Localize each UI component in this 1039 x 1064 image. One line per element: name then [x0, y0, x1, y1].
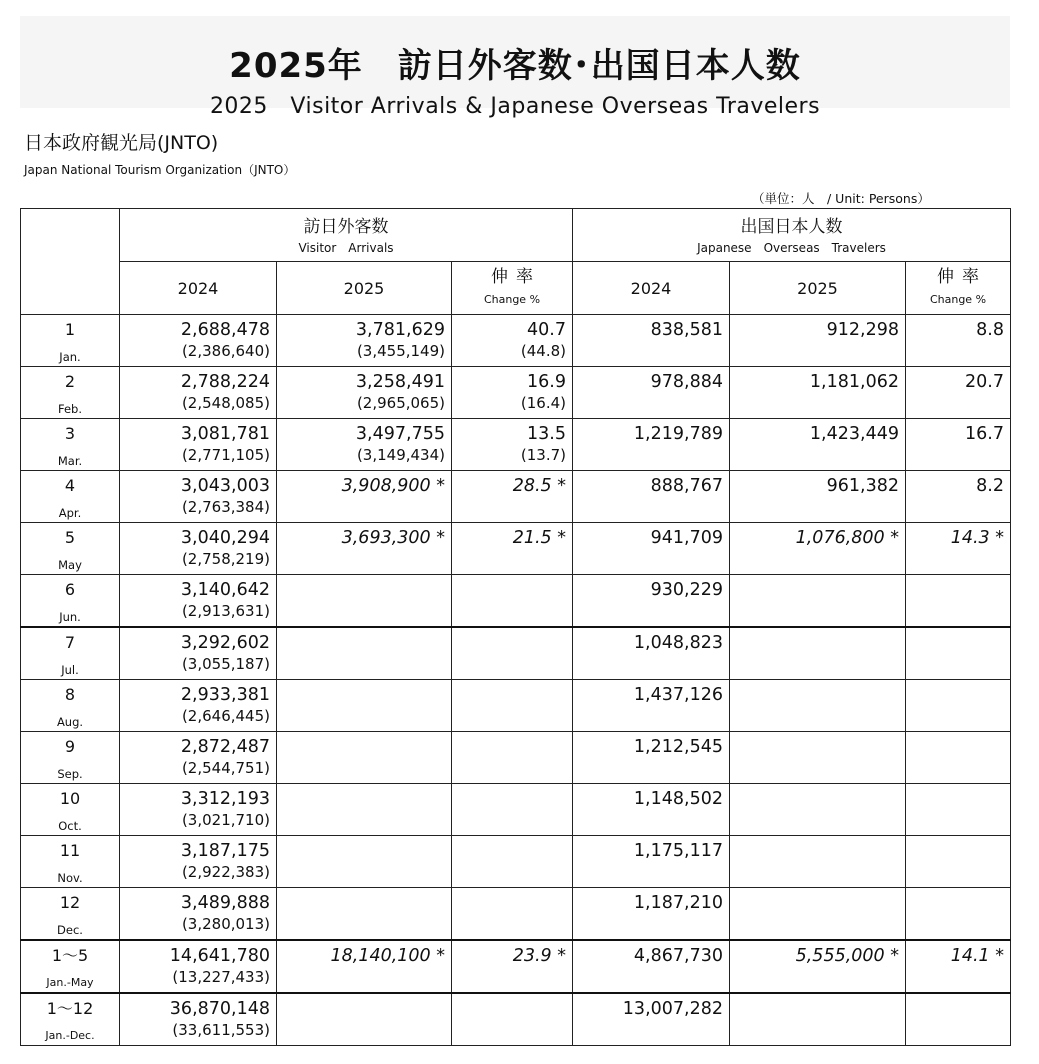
visitor-2024-cell — [120, 575, 277, 628]
overseas-change-cell — [906, 471, 1011, 523]
visitor-2024-cell-value: 3,040,294 — [180, 528, 270, 548]
visitor-2024-cell-previous-year: (3,055,187) — [181, 655, 270, 673]
overseas-2024-cell — [573, 888, 730, 941]
visitor-2025-cell — [277, 575, 452, 628]
visitor-2024-cell — [120, 367, 277, 419]
overseas-2024-cell — [573, 575, 730, 628]
visitor-2025-cell — [277, 680, 452, 732]
visitor-2024-cell — [120, 680, 277, 732]
overseas-2024-cell — [573, 836, 730, 888]
visitor-2024-cell-previous-year: (3,021,710) — [181, 811, 270, 829]
visitor-change-header-ja: 伸率 — [491, 267, 541, 287]
overseas-2024-cell-value: 1,219,789 — [633, 424, 723, 444]
overseas-2024-cell-value: 941,709 — [650, 528, 723, 548]
visitor-arrivals-header-ja: 訪日外客数 — [303, 217, 389, 237]
month-number: 3 — [64, 424, 76, 443]
overseas-change-header-en: Change % — [929, 293, 987, 306]
overseas-change-cell — [906, 419, 1011, 471]
month-cell — [21, 888, 120, 941]
visitor-2024-cell-previous-year: (2,771,105) — [181, 446, 270, 464]
visitor-arrivals-header — [120, 209, 573, 262]
month-cell — [21, 993, 120, 1046]
overseas-travelers-header-ja: 出国日本人数 — [740, 217, 843, 237]
visitor-2024-cell-previous-year: (2,913,631) — [181, 602, 270, 620]
overseas-2024-cell-value: 838,581 — [650, 320, 723, 340]
visitor-2025-cell — [277, 993, 452, 1046]
overseas-change-cell — [906, 836, 1011, 888]
overseas-change-cell-value: 20.7 — [965, 372, 1004, 392]
overseas-change-cell-value: 8.2 — [976, 476, 1004, 496]
visitor-2024-cell-previous-year: (3,280,013) — [181, 915, 270, 933]
overseas-change-cell — [906, 680, 1011, 732]
overseas-2025-cell — [730, 888, 906, 941]
overseas-change-header — [906, 262, 1011, 315]
overseas-2025-cell — [730, 940, 906, 993]
month-number: 1 — [64, 320, 76, 339]
visitor-2025-cell-value: 3,693,300 * — [341, 528, 445, 548]
overseas-change-cell — [906, 523, 1011, 575]
organization-name-ja: 日本政府観光局(JNTO) — [24, 132, 219, 154]
visitor-2024-cell-value: 2,933,381 — [180, 685, 270, 705]
visitor-2024-cell — [120, 993, 277, 1046]
visitor-2024-cell-value: 3,081,781 — [180, 424, 270, 444]
month-number: 5 — [64, 528, 76, 547]
visitor-change-cell-value: 16.9 — [527, 372, 566, 392]
month-number: 10 — [59, 789, 81, 808]
month-cell — [21, 315, 120, 367]
visitor-2024-cell-value: 2,872,487 — [180, 737, 270, 757]
overseas-change-cell-value: 16.7 — [965, 424, 1004, 444]
month-cell — [21, 784, 120, 836]
month-label: Aug. — [56, 715, 84, 729]
visitor-2024-cell-value: 3,043,003 — [180, 476, 270, 496]
month-label: Feb. — [57, 402, 83, 416]
overseas-2025-cell-value: 961,382 — [826, 476, 899, 496]
overseas-2024-cell-value: 1,175,117 — [633, 841, 723, 861]
visitor-change-cell-value: 23.9 * — [512, 946, 566, 966]
overseas-2025-cell — [730, 993, 906, 1046]
month-cell — [21, 940, 120, 993]
visitor-2024-cell — [120, 419, 277, 471]
visitor-2025-cell-value: 3,497,755 — [355, 424, 445, 444]
overseas-2024-cell — [573, 627, 730, 680]
month-number: 9 — [64, 737, 76, 756]
overseas-2025-cell — [730, 315, 906, 367]
overseas-2025-cell-value: 5,555,000 * — [795, 946, 899, 966]
visitor-2025-cell — [277, 419, 452, 471]
visitor-2024-cell-value: 14,641,780 — [169, 946, 270, 966]
visitor-2024-cell-value: 3,312,193 — [180, 789, 270, 809]
table-row — [21, 732, 1011, 784]
overseas-2024-cell-value: 13,007,282 — [622, 999, 723, 1019]
overseas-2024-cell-value: 1,187,210 — [633, 893, 723, 913]
visitor-change-cell — [452, 888, 573, 941]
month-label: Sep. — [57, 767, 83, 781]
page-subtitle: 2025 Visitor Arrivals & Japanese Overseas Travelers — [209, 94, 821, 119]
visitor-2025-cell-value: 18,140,100 * — [330, 946, 445, 966]
table-row — [21, 471, 1011, 523]
month-label: Jun. — [59, 610, 81, 624]
overseas-change-cell — [906, 732, 1011, 784]
organization-name-en: Japan National Tourism Organization（JNTO） — [24, 163, 296, 177]
visitor-2025-header: 2025 — [277, 262, 452, 315]
overseas-2024-cell — [573, 367, 730, 419]
overseas-2025-cell-value: 1,423,449 — [809, 424, 899, 444]
visitor-2024-cell-previous-year: (33,611,553) — [172, 1021, 270, 1039]
overseas-2024-cell — [573, 680, 730, 732]
visitor-2025-cell — [277, 784, 452, 836]
visitor-2024-cell-value: 3,140,642 — [180, 580, 270, 600]
overseas-change-cell — [906, 888, 1011, 941]
visitor-change-cell — [452, 680, 573, 732]
visitor-2024-cell-previous-year: (2,763,384) — [181, 498, 270, 516]
visitor-2024-cell — [120, 523, 277, 575]
month-number: 8 — [64, 685, 76, 704]
overseas-2025-header: 2025 — [730, 262, 906, 315]
overseas-2024-cell — [573, 784, 730, 836]
visitor-2025-cell-previous-year: (3,455,149) — [356, 342, 445, 360]
overseas-2024-cell-value: 930,229 — [650, 580, 723, 600]
overseas-2024-cell — [573, 471, 730, 523]
month-label: Jan. — [59, 350, 81, 364]
month-label: Oct. — [58, 819, 82, 833]
visitor-2024-cell — [120, 940, 277, 993]
visitor-change-cell — [452, 993, 573, 1046]
visitor-2024-cell — [120, 315, 277, 367]
table-row — [21, 367, 1011, 419]
visitor-2025-cell — [277, 627, 452, 680]
visitor-2024-cell-previous-year: (2,758,219) — [181, 550, 270, 568]
month-cell — [21, 523, 120, 575]
visitor-2024-cell-value: 3,489,888 — [180, 893, 270, 913]
visitor-2025-cell — [277, 523, 452, 575]
visitor-2025-cell-previous-year: (3,149,434) — [356, 446, 445, 464]
table-row — [21, 419, 1011, 471]
overseas-2025-cell — [730, 680, 906, 732]
visitor-2024-cell — [120, 627, 277, 680]
visitor-2024-cell-previous-year: (2,922,383) — [181, 863, 270, 881]
visitor-arrivals-header-en: Visitor Arrivals — [298, 241, 394, 255]
visitor-change-cell — [452, 732, 573, 784]
visitor-2024-cell-previous-year: (2,646,445) — [181, 707, 270, 725]
overseas-2024-cell — [573, 993, 730, 1046]
visitor-change-cell — [452, 523, 573, 575]
visitor-2024-cell — [120, 732, 277, 784]
month-label: Apr. — [58, 506, 82, 520]
overseas-travelers-header — [573, 209, 1011, 262]
visitor-change-cell — [452, 471, 573, 523]
table-row — [21, 575, 1011, 628]
visitor-change-cell-previous-year: (16.4) — [520, 394, 566, 412]
table-row — [21, 784, 1011, 836]
overseas-change-cell — [906, 367, 1011, 419]
month-cell — [21, 367, 120, 419]
visitor-2024-cell — [120, 888, 277, 941]
visitor-change-cell — [452, 575, 573, 628]
overseas-2025-cell — [730, 784, 906, 836]
overseas-2024-cell-value: 1,148,502 — [633, 789, 723, 809]
month-cell — [21, 419, 120, 471]
visitor-2024-cell-previous-year: (13,227,433) — [172, 968, 270, 986]
table-row — [21, 888, 1011, 941]
overseas-2024-cell-value: 4,867,730 — [633, 946, 723, 966]
month-number: 2 — [64, 372, 76, 391]
visitor-change-cell — [452, 627, 573, 680]
month-cell — [21, 680, 120, 732]
visitor-2025-cell — [277, 940, 452, 993]
unit-note: （単位：人 / Unit: Persons） — [752, 191, 930, 206]
month-number: 6 — [64, 580, 76, 599]
table-row — [21, 315, 1011, 367]
visitor-change-cell — [452, 940, 573, 993]
visitor-change-cell — [452, 836, 573, 888]
visitor-2024-cell — [120, 784, 277, 836]
visitor-2025-cell-previous-year: (2,965,065) — [356, 394, 445, 412]
table-row — [21, 836, 1011, 888]
overseas-2024-cell — [573, 315, 730, 367]
visitor-change-cell-value: 13.5 — [527, 424, 566, 444]
visitor-change-cell — [452, 784, 573, 836]
corner-header-cell — [21, 209, 120, 315]
visitor-2024-cell-previous-year: (2,548,085) — [181, 394, 270, 412]
visitor-change-cell — [452, 419, 573, 471]
month-number: 1～5 — [51, 946, 89, 965]
overseas-change-header-ja: 伸率 — [937, 267, 987, 287]
page-title: 2025年 訪日外客数･出国日本人数 — [229, 46, 801, 86]
title-band — [20, 16, 1010, 119]
month-cell — [21, 627, 120, 680]
overseas-2025-cell — [730, 575, 906, 628]
visitor-2024-cell-value: 2,688,478 — [180, 320, 270, 340]
visitor-2025-cell — [277, 732, 452, 784]
overseas-change-cell — [906, 784, 1011, 836]
overseas-2024-cell-value: 1,212,545 — [633, 737, 723, 757]
visitor-2024-cell-value: 2,788,224 — [180, 372, 270, 392]
visitor-2024-cell-previous-year: (2,544,751) — [181, 759, 270, 777]
overseas-2025-cell — [730, 732, 906, 784]
visitor-2025-cell-value: 3,258,491 — [355, 372, 445, 392]
month-number: 12 — [59, 893, 81, 912]
overseas-2025-cell — [730, 471, 906, 523]
overseas-2025-cell — [730, 523, 906, 575]
month-cell — [21, 471, 120, 523]
visitor-change-cell-value: 21.5 * — [512, 528, 566, 548]
overseas-2025-cell-value: 1,076,800 * — [795, 528, 899, 548]
month-label: May — [58, 558, 82, 572]
visitor-2024-cell — [120, 471, 277, 523]
overseas-travelers-header-en: Japanese Overseas Travelers — [697, 241, 886, 255]
visitor-change-cell — [452, 315, 573, 367]
table-row — [21, 940, 1011, 993]
visitor-change-header — [452, 262, 573, 315]
visitor-change-cell — [452, 367, 573, 419]
overseas-change-cell — [906, 575, 1011, 628]
visitor-2024-cell-value: 3,187,175 — [180, 841, 270, 861]
overseas-2024-header: 2024 — [573, 262, 730, 315]
table-row — [21, 627, 1011, 680]
month-label: Jul. — [61, 663, 79, 677]
month-cell — [21, 732, 120, 784]
overseas-change-cell-value: 14.3 * — [950, 528, 1004, 548]
visitor-2025-cell — [277, 888, 452, 941]
month-cell — [21, 836, 120, 888]
overseas-2024-cell — [573, 732, 730, 784]
month-number: 7 — [64, 633, 76, 652]
month-number: 4 — [64, 476, 76, 495]
visitor-2024-cell-value: 36,870,148 — [169, 999, 270, 1019]
overseas-2025-cell — [730, 627, 906, 680]
visitor-change-header-en: Change % — [483, 293, 541, 306]
overseas-change-cell-value: 14.1 * — [950, 946, 1004, 966]
overseas-change-cell — [906, 627, 1011, 680]
table-row — [21, 523, 1011, 575]
table-row — [21, 680, 1011, 732]
overseas-2024-cell-value: 1,048,823 — [633, 633, 723, 653]
visitor-change-cell-value: 28.5 * — [512, 476, 566, 496]
visitor-2025-cell — [277, 367, 452, 419]
overseas-2025-cell — [730, 367, 906, 419]
month-label: Jan.-Dec. — [45, 1029, 95, 1042]
month-label: Dec. — [57, 923, 83, 937]
overseas-change-cell — [906, 315, 1011, 367]
overseas-2025-cell-value: 1,181,062 — [809, 372, 899, 392]
month-label: Nov. — [57, 871, 83, 885]
overseas-2024-cell — [573, 523, 730, 575]
overseas-2024-cell — [573, 940, 730, 993]
month-number: 1～12 — [46, 999, 94, 1018]
visitor-2024-header: 2024 — [120, 262, 277, 315]
overseas-2024-cell-value: 888,767 — [650, 476, 723, 496]
overseas-change-cell — [906, 993, 1011, 1046]
overseas-2024-cell-value: 1,437,126 — [633, 685, 723, 705]
visitor-2025-cell — [277, 836, 452, 888]
visitor-2025-cell — [277, 471, 452, 523]
visitor-2024-cell-previous-year: (2,386,640) — [181, 342, 270, 360]
visitor-2025-cell-value: 3,781,629 — [355, 320, 445, 340]
statistics-table — [20, 208, 1011, 1046]
overseas-2025-cell — [730, 836, 906, 888]
visitor-change-cell-previous-year: (13.7) — [520, 446, 566, 464]
visitor-2024-cell — [120, 836, 277, 888]
table-row — [21, 993, 1011, 1046]
month-cell — [21, 575, 120, 628]
overseas-change-cell-value: 8.8 — [976, 320, 1004, 340]
overseas-2024-cell-value: 978,884 — [650, 372, 723, 392]
visitor-change-cell-value: 40.7 — [527, 320, 566, 340]
visitor-change-cell-previous-year: (44.8) — [520, 342, 566, 360]
overseas-change-cell — [906, 940, 1011, 993]
visitor-2025-cell — [277, 315, 452, 367]
month-number: 11 — [59, 841, 81, 860]
overseas-2024-cell — [573, 419, 730, 471]
month-label: Jan.-May — [46, 976, 94, 989]
visitor-2025-cell-value: 3,908,900 * — [341, 476, 445, 496]
overseas-2025-cell — [730, 419, 906, 471]
visitor-2024-cell-value: 3,292,602 — [180, 633, 270, 653]
overseas-2025-cell-value: 912,298 — [826, 320, 899, 340]
month-label: Mar. — [57, 454, 83, 468]
